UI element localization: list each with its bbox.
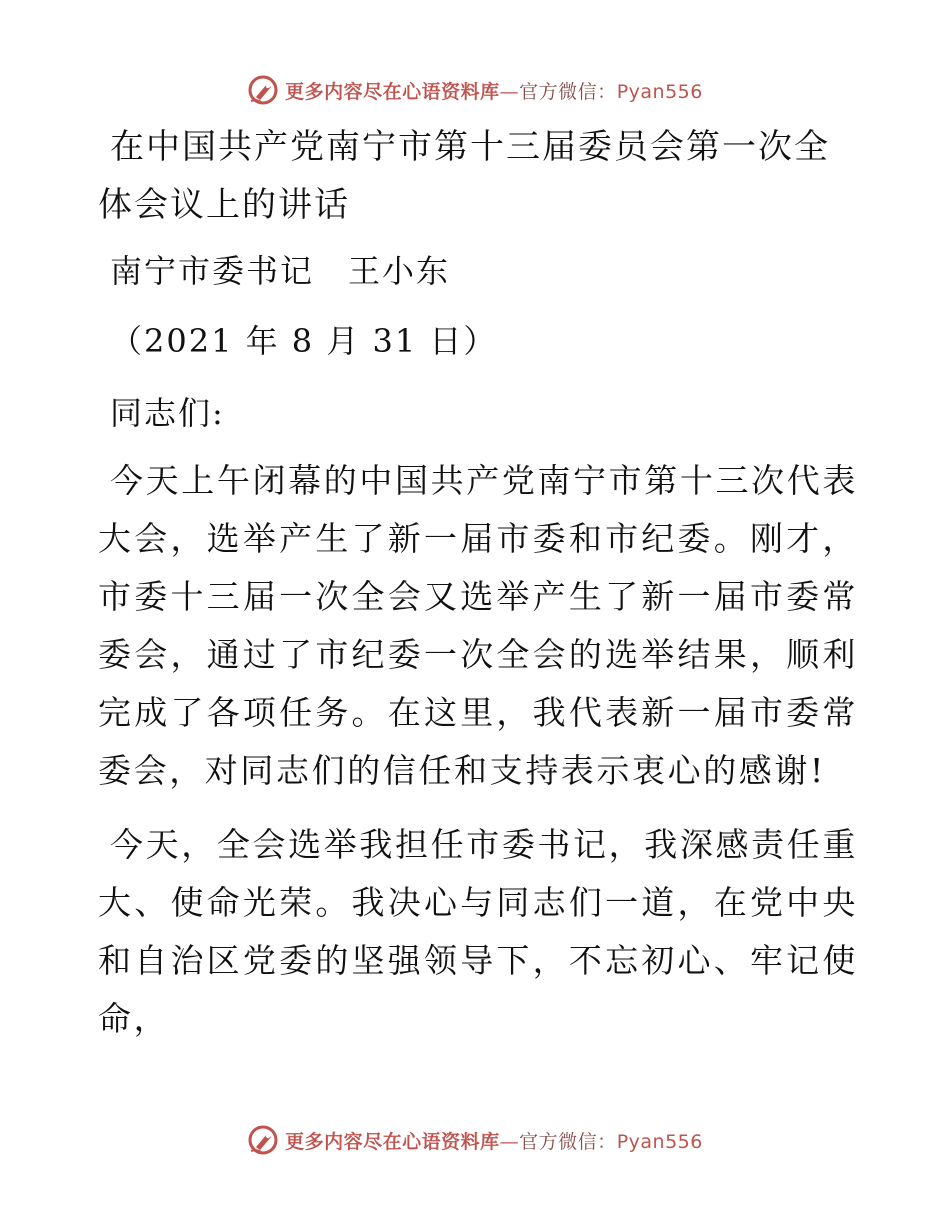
- watermark-dash: —: [499, 1130, 520, 1153]
- watermark-id: Pyan556: [616, 80, 703, 103]
- watermark-dash: —: [499, 80, 520, 103]
- paragraph: 今天上午闭幕的中国共产党南宁市第十三次代表大会，选举产生了新一届市委和市纪委。刚才，市委十三届一次全会又选举产生了新一届市委常委会，通过了市纪委一次全会的选举结果，顺利完成了各项任务。在这里，我代表新一届市委常委会，对同志们的信任和支持表示衷心的感谢!: [98, 461, 858, 790]
- document-title: 在中国共产党南宁市第十三届委员会第一次全体会议上的讲话: [98, 127, 830, 225]
- pen-logo-icon: [247, 1124, 279, 1156]
- watermark-main: 更多内容尽在心语资料库: [285, 1130, 500, 1153]
- watermark-footer: [0, 1122, 950, 1158]
- watermark-text: [285, 1127, 703, 1154]
- pen-logo-icon: [247, 74, 279, 106]
- watermark-official: 官方微信：: [519, 80, 617, 103]
- document-author: 南宁市委书记 王小东: [110, 252, 451, 290]
- document-date: （2021 年 8 月 31 日）: [110, 322, 498, 360]
- document-greeting: 同志们:: [110, 394, 225, 432]
- watermark-header: [0, 72, 950, 108]
- paragraph: 今天，全会选举我担任市委书记，我深感责任重大、使命光荣。我决心与同志们一道，在党中央和自治区党委的坚强领导下，不忘初心、牢记使命，: [98, 825, 858, 1038]
- document-body: [98, 118, 858, 1048]
- watermark-official: 官方微信：: [519, 1130, 617, 1153]
- watermark-main: 更多内容尽在心语资料库: [285, 80, 500, 103]
- watermark-text: [285, 77, 703, 104]
- watermark-id: Pyan556: [616, 1130, 703, 1153]
